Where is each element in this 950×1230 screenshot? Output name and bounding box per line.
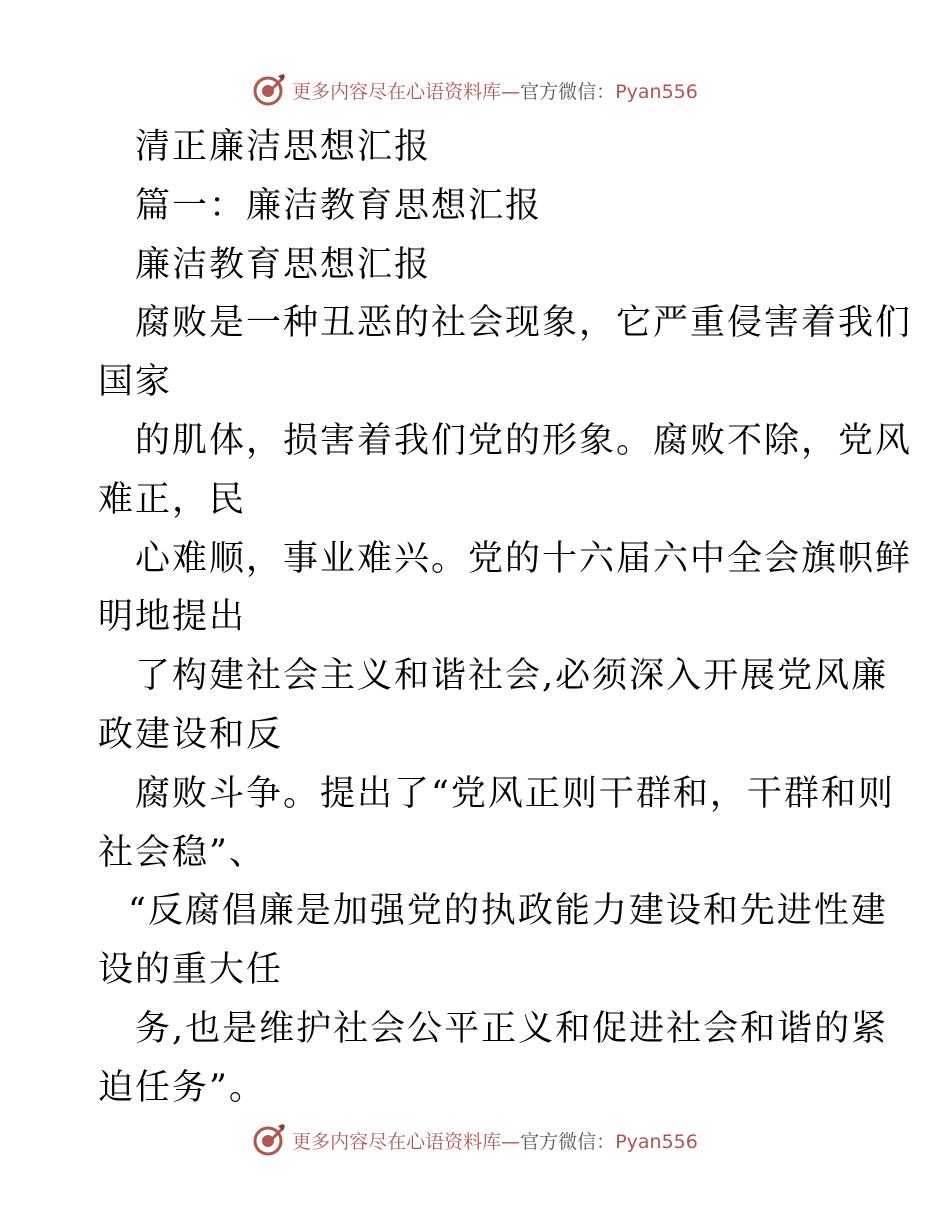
subsection-heading: 廉洁教育思想汇报: [135, 244, 432, 285]
paragraph-line: 腐败斗争。提出了“党风正则干群和，干群和则: [135, 773, 895, 814]
pen-nib-logo-icon: [252, 73, 286, 107]
paragraph-line: 明地提出: [98, 597, 247, 638]
paragraph-line: 政建设和反: [98, 714, 284, 755]
paragraph-line: 了构建社会主义和谐社会,必须深入开展党风廉: [135, 656, 889, 697]
paragraph-line: 国家: [98, 362, 173, 403]
banner-dash: —: [501, 1130, 521, 1153]
banner-main-text: 更多内容尽在心语资料库: [292, 1130, 502, 1153]
paragraph-line: 务,也是维护社会公平正义和促进社会和谐的紧: [135, 1008, 889, 1049]
banner-dash: —: [501, 80, 521, 103]
pen-nib-logo-icon: [252, 1123, 286, 1157]
section-heading: 篇一：廉洁教育思想汇报: [135, 185, 543, 226]
banner-main-text: 更多内容尽在心语资料库: [292, 80, 502, 103]
banner-wechat-id: Pyan556: [615, 1130, 698, 1153]
paragraph-line: 的肌体，损害着我们党的形象。腐败不除，党风: [135, 420, 913, 461]
banner-wechat-id: Pyan556: [615, 80, 698, 103]
paragraph-line: 难正，民: [98, 479, 247, 520]
banner-wechat-label: 官方微信：: [520, 1130, 616, 1153]
banner-text: [292, 77, 698, 104]
paragraph-line: 社会稳”、: [98, 832, 266, 873]
paragraph-line: 设的重大任: [98, 950, 284, 991]
paragraph-line: “反腐倡廉是加强党的执政能力建设和先进性建: [128, 891, 888, 932]
paragraph-line: 迫任务”。: [98, 1067, 266, 1108]
document-body: [98, 118, 913, 1118]
paragraph-line: 心难顺，事业难兴。党的十六届六中全会旗帜鲜: [135, 538, 913, 579]
footer-banner: [0, 1120, 950, 1160]
banner-wechat-label: 官方微信：: [520, 80, 616, 103]
banner-text: [292, 1127, 698, 1154]
document-title: 清正廉洁思想汇报: [135, 127, 432, 167]
paragraph-line: 腐败是一种丑恶的社会现象，它严重侵害着我们: [135, 303, 913, 344]
header-banner: [0, 70, 950, 110]
